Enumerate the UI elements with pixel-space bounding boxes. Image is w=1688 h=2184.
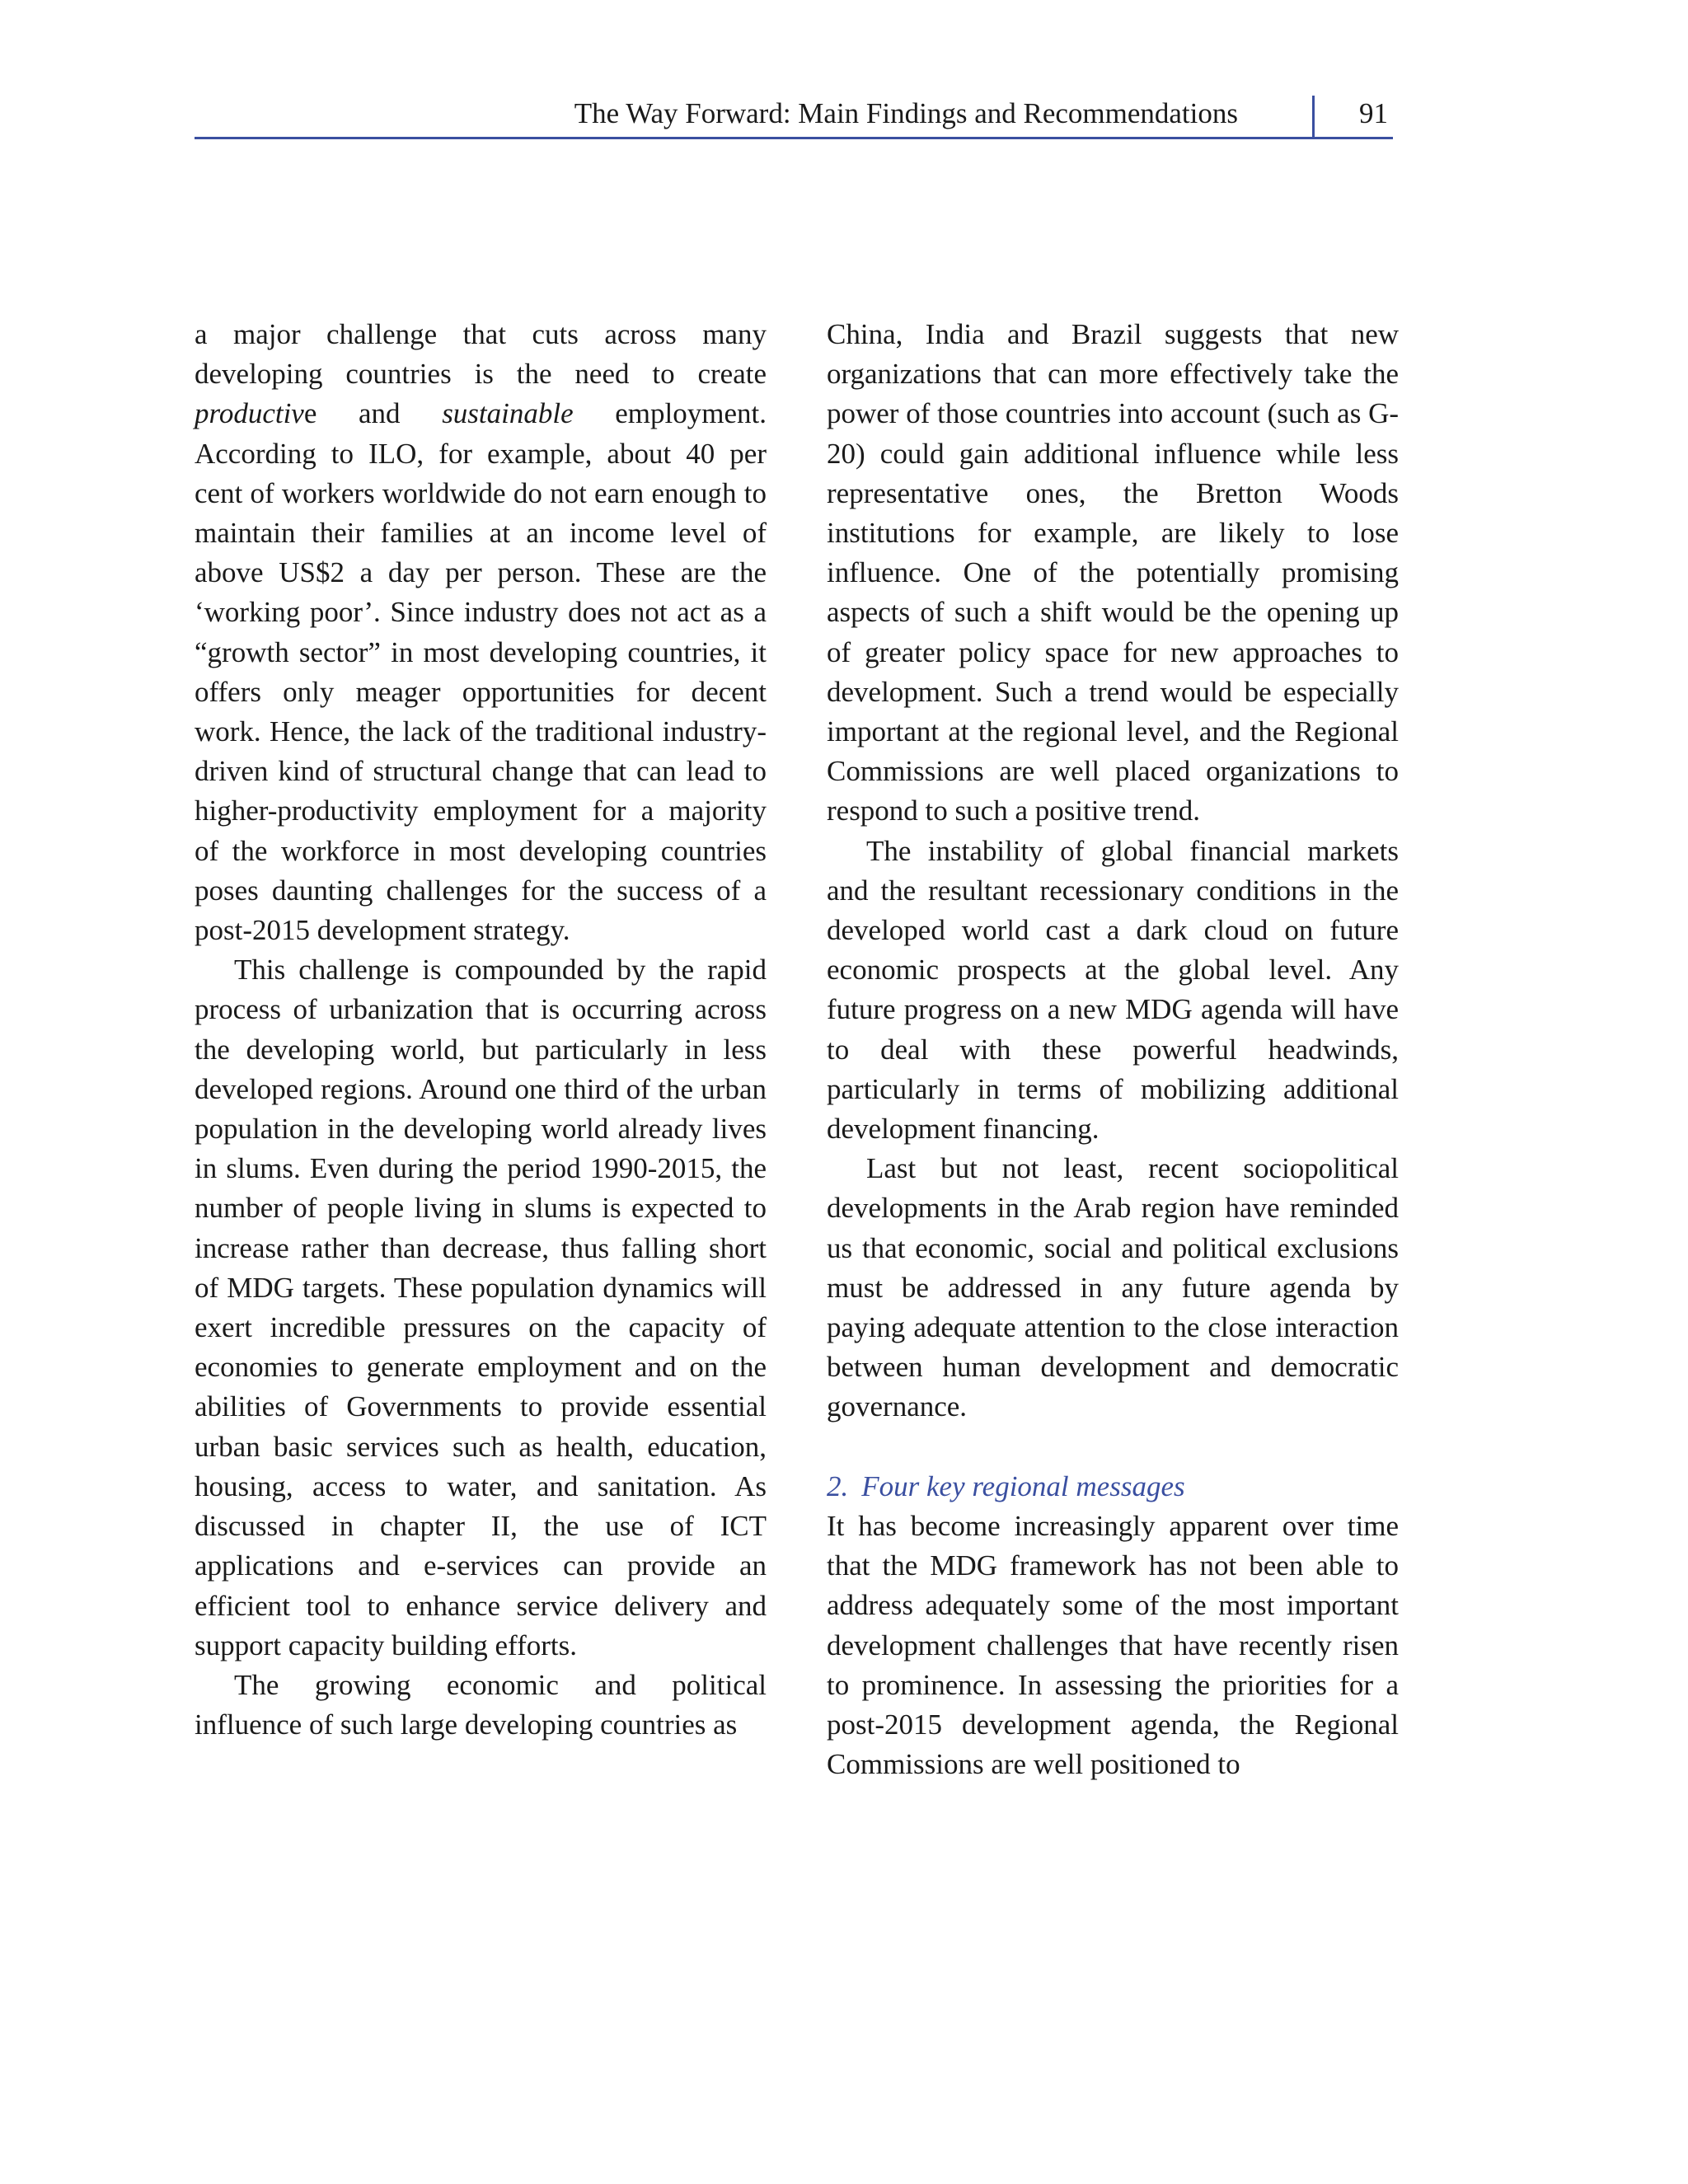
- paragraph-text: e and: [303, 397, 443, 430]
- section-number: 2.: [827, 1469, 849, 1502]
- emphasis-sustainable: sustainable: [442, 397, 574, 430]
- section-title: Four key regional messages: [861, 1469, 1185, 1502]
- paragraph-text: a major challenge that cuts across many developing countries is the need to create: [195, 318, 767, 391]
- paragraph-employment-challenge: [195, 315, 767, 950]
- paragraph-sociopolitical: Last but not least, recent sociopolitical developments in the Arab region have reminded us that economic, social and political exclusions must be addressed in any future agenda by paying adequate attention to the close interaction between human development and democratic governance.: [827, 1152, 1399, 1423]
- paragraph-mdg-framework: It has become increasingly apparent over time that the MDG framework has not been able to address adequately some of the most important development challenges that have recently risen to prominence. In assessing the priorities for a post-2015 development agenda, the Regional Commissions are well positioned to: [827, 1509, 1399, 1781]
- paragraph-growing-influence: The growing economic and political influence of such large developing countries as: [195, 1668, 767, 1741]
- paragraph-urbanization: This challenge is compounded by the rapid process of urbanization that is occurring across the developing world, but particularly in less developed regions. Around one third of the urban population in the developing world already lives in slums. Even during the period 1990-2015, the number of people living in slums is expected to increase rather than decrease, thus falling short of MDG targets. These population dynamics will exert incredible pressures on the capacity of economies to generate employment and on the abilities of Governments to provide essential urban basic services such as health, education, housing, access to water, and sanitation. As discussed in chapter II, the use of ICT applications and e-services can provide an efficient tool to enhance service delivery and support capacity building efforts.: [195, 954, 767, 1661]
- paragraph-new-organizations: China, India and Brazil suggests that new organizations that can more effectively take the power of those countries into account (such as G-20) could gain additional influence while less representative ones, the Bretton Woods institutions for example, are likely to lose influence. One of the potentially promising aspects of such a shift would be the opening up of greater policy space for new approaches to development. Such a trend would be especially important at the regional level, and the Regional Commissions are well placed organizations to respond to such a positive trend.: [827, 318, 1399, 827]
- header-divider: [1312, 96, 1315, 137]
- right-column: [827, 315, 1399, 1784]
- emphasis-productive: productiv: [195, 397, 304, 430]
- page-header: [195, 92, 1393, 139]
- left-column: [195, 315, 767, 1745]
- running-header-title: The Way Forward: Main Findings and Recommendations: [574, 97, 1238, 129]
- paragraph-text: employment. According to ILO, for example, about 40 per cent of workers worldwide do not earn enough to maintain their families at an income level of above US$2 a day per person. These are the ‘working poor’. Since industry does not act as a “growth sector” in most developing countries, it offers only meager opportunities for decent work. Hence, the lack of the traditional industry-driven kind of structural change that can lead to higher-productivity employment for a majority of the workforce in most developing countries poses daunting challenges for the success of a post-2015 development strategy.: [195, 397, 767, 947]
- page-number: 91: [1359, 97, 1388, 129]
- section-heading: [827, 1467, 1399, 1507]
- paragraph-financial-instability: The instability of global financial markets and the resultant recessionary conditions in the developed world cast a dark cloud on future economic prospects at the global level. Any future progress on a new MDG agenda will have to deal with these powerful headwinds, particularly in terms of mobilizing additional development financing.: [827, 834, 1399, 1146]
